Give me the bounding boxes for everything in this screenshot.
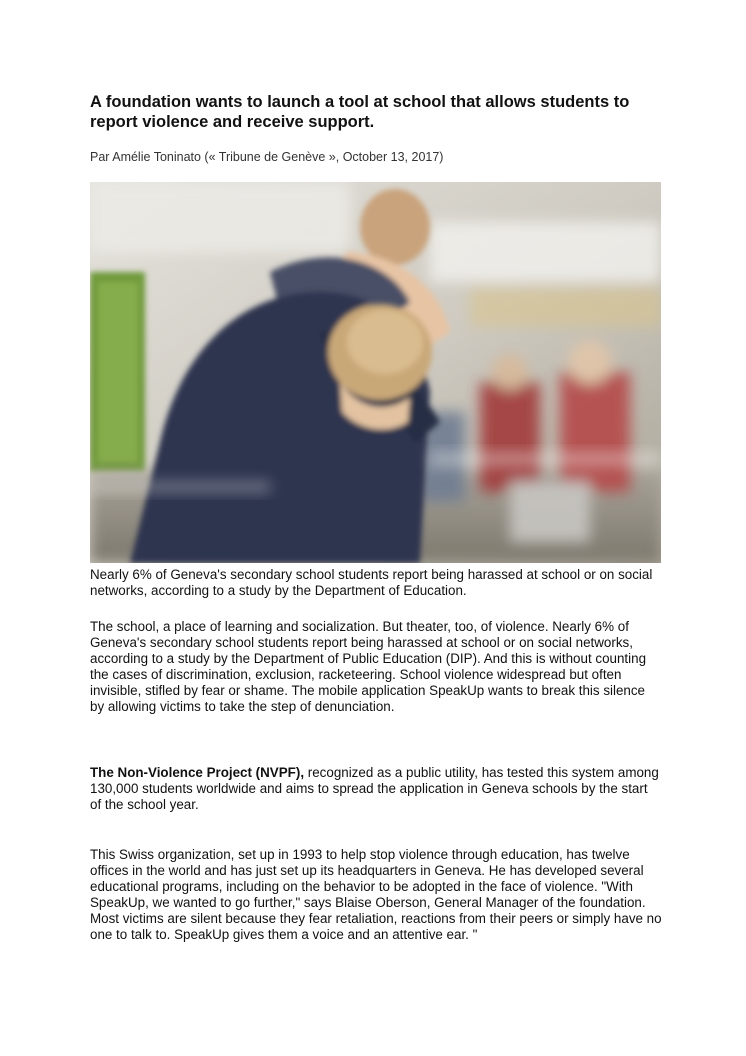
body-paragraph-1: The school, a place of learning and socialization. But theater, too, of violence. Nearly 6% of Geneva's secondary school students report being harassed at school or on social networks, according to a study by the Department of Public Education (DIP). And this is without counting the cases of discrimination, exclusion, racketeering. School violence widespread but often invisible, stifled by fear or shame. The mobile application SpeakUp wants to break this silence by allowing victims to take the step of denunciation. [90,619,647,714]
photo-illustration [90,182,661,563]
photo-caption: Nearly 6% of Geneva's secondary school students report being harassed at school or on social networks, according to a study by the Department of Education. [90,567,653,598]
body-paragraph-2-text: recognized as a public utility, has tested this system among 130,000 students worldwide and aims to spread the application in Geneva schools by the start of the school year. [90,765,659,812]
body-paragraph-2 [90,765,662,813]
byline: Par Amélie Toninato (« Tribune de Genève », October 13, 2017) [90,150,444,164]
headline: A foundation wants to launch a tool at school that allows students to report violence and receive support. [90,93,630,131]
article-photo [90,182,661,563]
organization-name: The Non-Violence Project (NVPF), [90,765,305,780]
body-paragraph-3: This Swiss organization, set up in 1993 to help stop violence through education, has twelve offices in the world and has just set up its headquarters in Geneva. He has developed several educational programs, including on the behavior to be adopted in the face of violence. "With SpeakUp, we wanted to go further," says Blaise Oberson, General Manager of the foundation. Most victims are silent because they fear retaliation, reactions from their peers or simply have no one to talk to. SpeakUp gives them a voice and an attentive ear. " [90,847,662,942]
